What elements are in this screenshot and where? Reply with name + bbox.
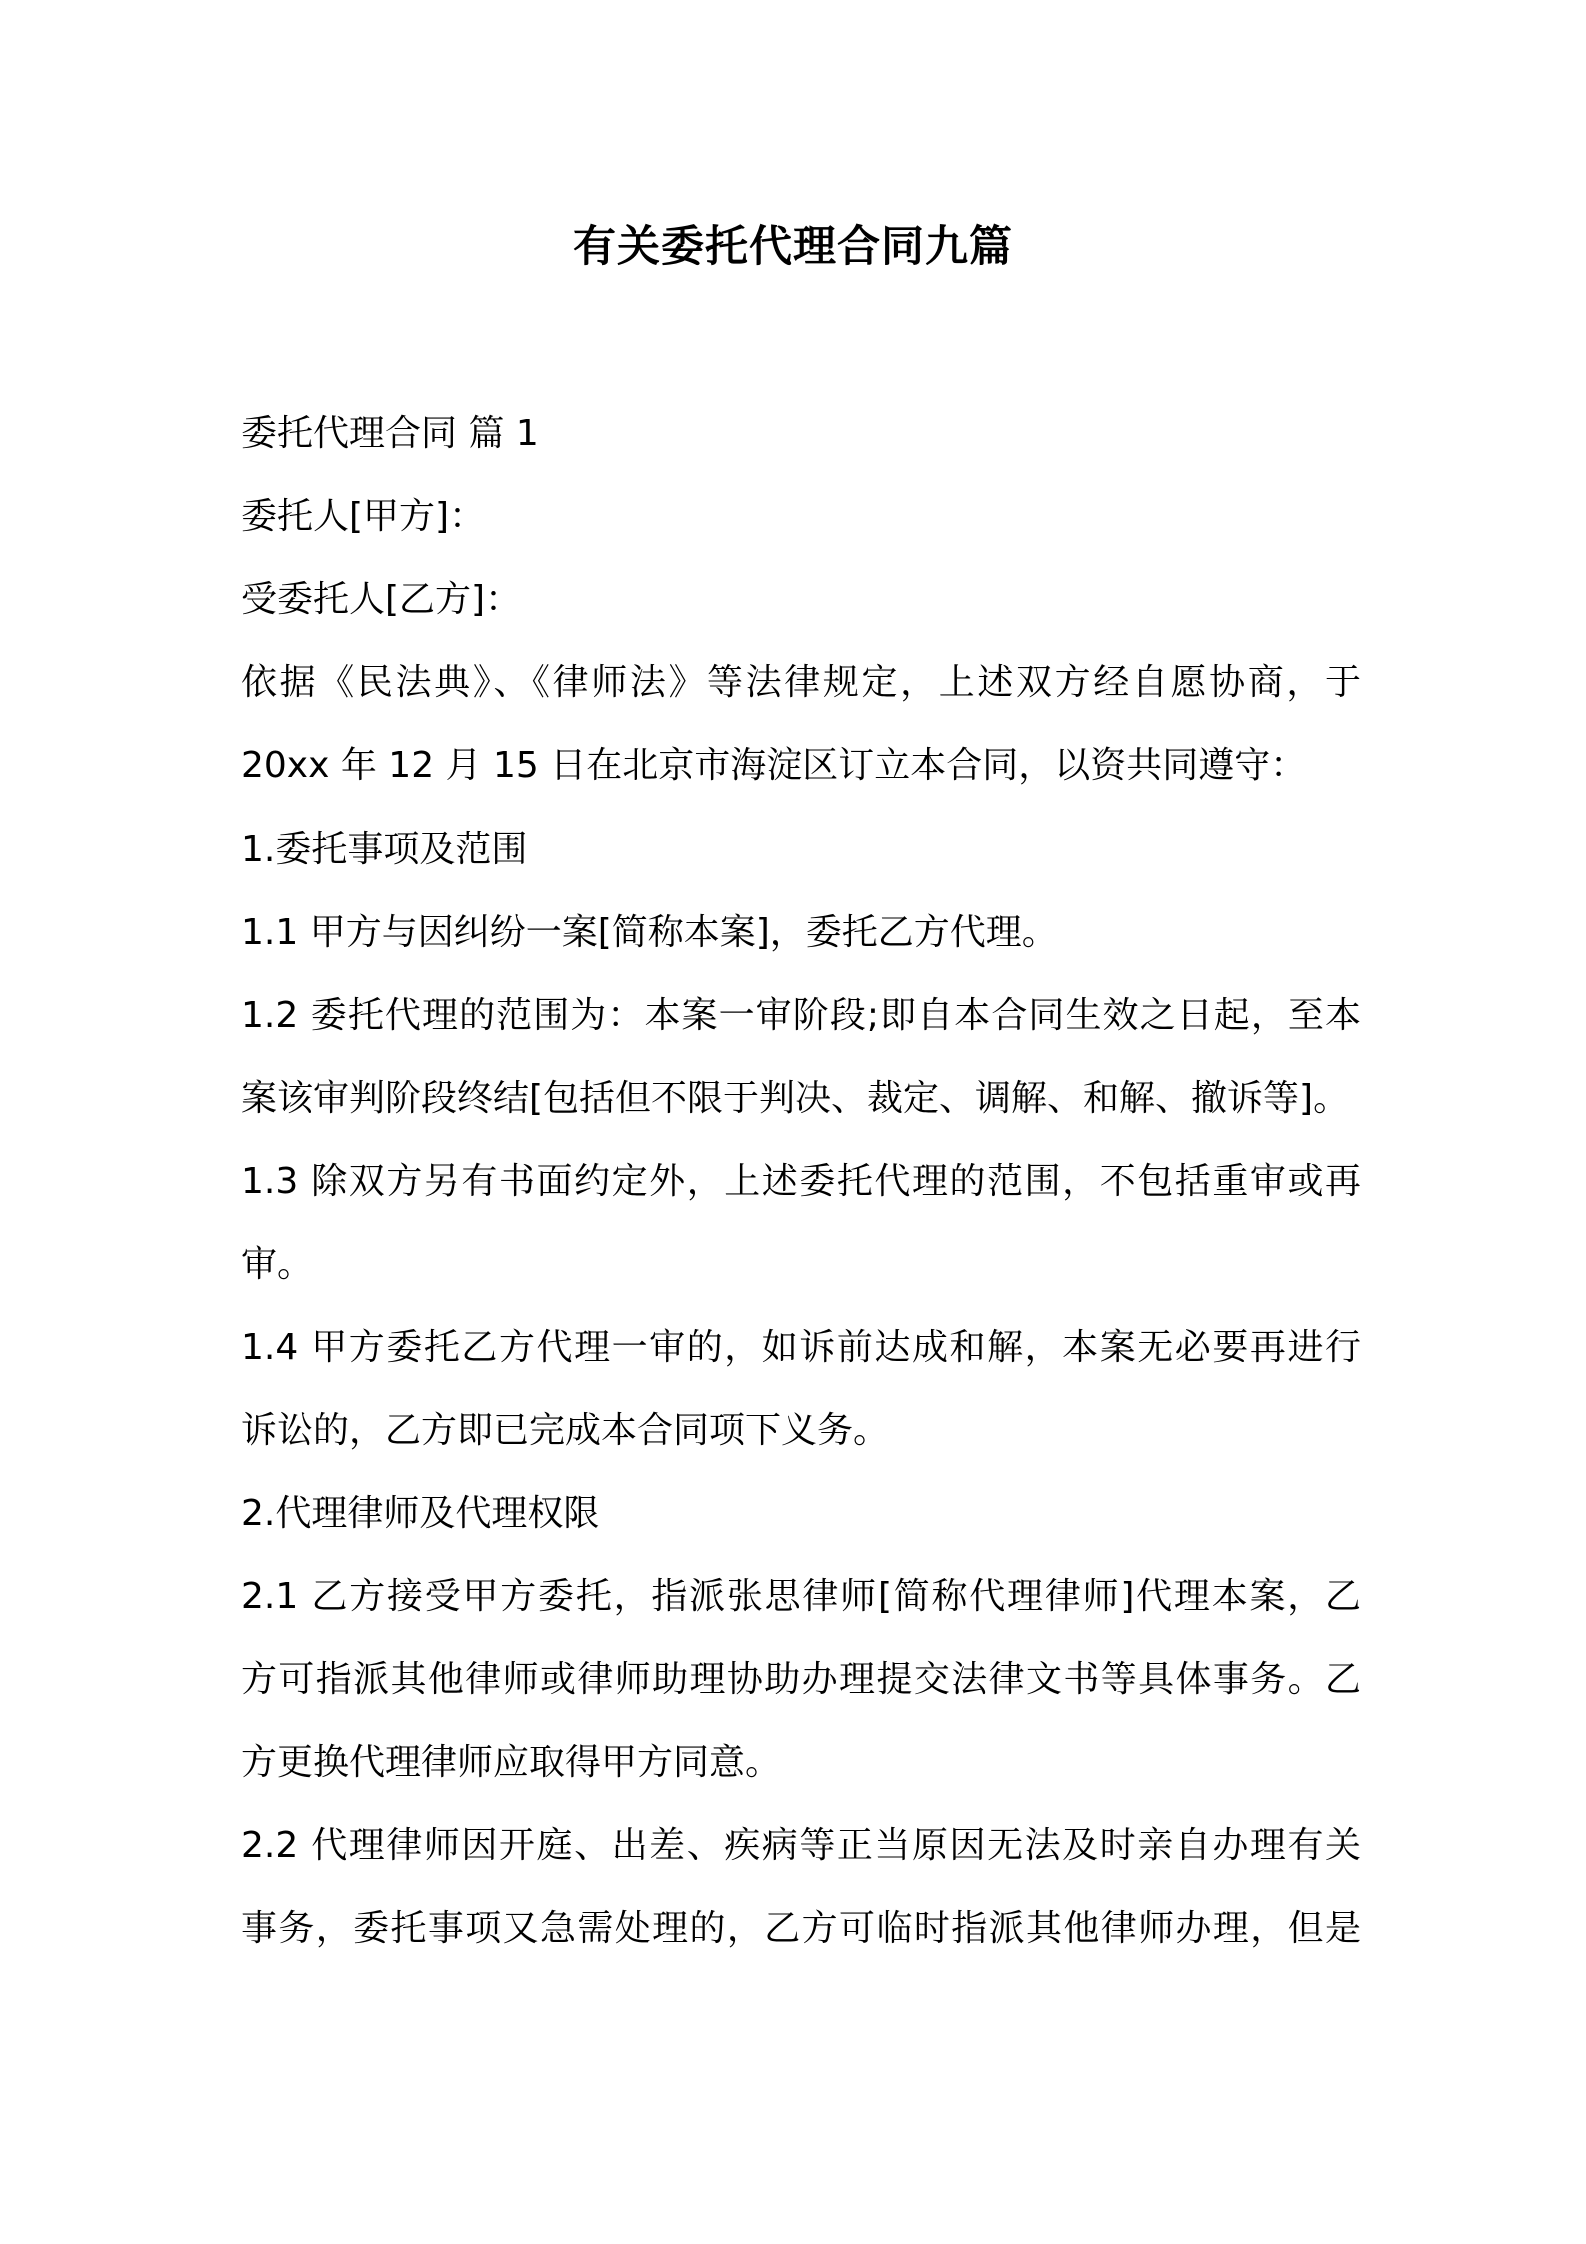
- paragraph-line: 方更换代理律师应取得甲方同意。: [241, 1742, 782, 1783]
- paragraph-line: 委托人[甲方]：: [241, 496, 486, 537]
- paragraph-line: 1.2 委托代理的范围为：本案一审阶段;即自本合同生效之日起，至本: [241, 995, 1361, 1036]
- paragraph-line: 2.2 代理律师因开庭、出差、疾病等正当原因无法及时亲自办理有关: [241, 1825, 1361, 1866]
- paragraph-line: 20xx 年 12 月 15 日在北京市海淀区订立本合同，以资共同遵守：: [241, 745, 1307, 786]
- section-heading: 2.代理律师及代理权限: [241, 1493, 600, 1534]
- paragraph-line: 2.1 乙方接受甲方委托，指派张思律师[简称代理律师]代理本案，乙: [241, 1576, 1361, 1617]
- paragraph-line: 案该审判阶段终结[包括但不限于判决、裁定、调解、和解、撤诉等]。: [241, 1078, 1350, 1119]
- paragraph-line: 事务，委托事项又急需处理的，乙方可临时指派其他律师办理，但是: [241, 1908, 1361, 1949]
- section-heading: 1.委托事项及范围: [241, 829, 528, 870]
- paragraph-line: 1.1 甲方与因纠纷一案[简称本案]，委托乙方代理。: [241, 912, 1058, 953]
- paragraph-line: 受委托人[乙方]：: [241, 579, 522, 620]
- document-title: 有关委托代理合同九篇: [573, 222, 1013, 272]
- paragraph-line: 依据《民法典》、《律师法》等法律规定，上述双方经自愿协商，于: [241, 662, 1361, 703]
- section-heading: 委托代理合同 篇 1: [241, 413, 539, 454]
- paragraph-line: 1.3 除双方另有书面约定外，上述委托代理的范围，不包括重审或再: [241, 1161, 1361, 1202]
- paragraph-line: 1.4 甲方委托乙方代理一审的，如诉前达成和解，本案无必要再进行: [241, 1327, 1361, 1368]
- paragraph-line: 方可指派其他律师或律师助理协助办理提交法律文书等具体事务。乙: [241, 1659, 1361, 1700]
- paragraph-line: 诉讼的，乙方即已完成本合同项下义务。: [241, 1410, 890, 1451]
- paragraph-line: 审。: [241, 1244, 314, 1285]
